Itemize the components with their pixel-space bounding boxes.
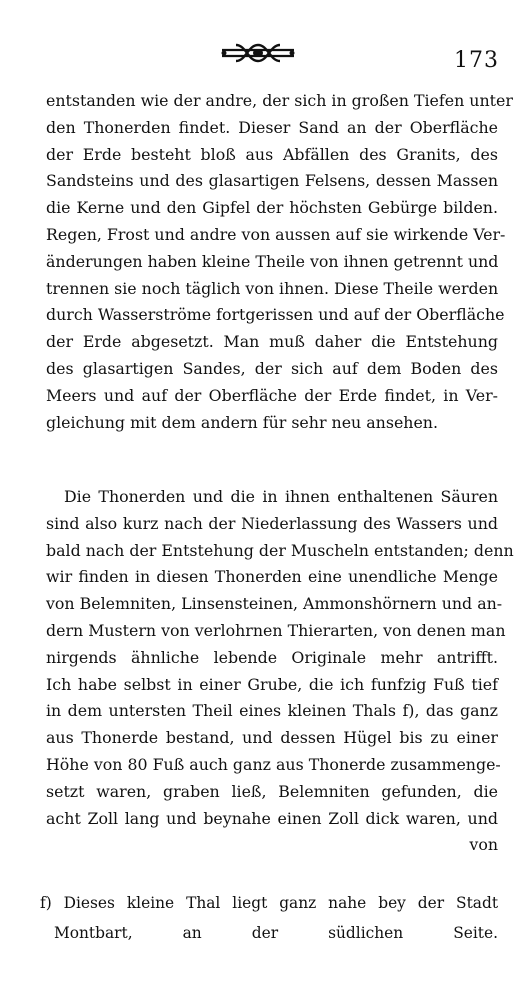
page-header <box>0 38 521 78</box>
text-line: Die Thonerden und die in ihnen enthaltenen Säuren <box>64 487 498 506</box>
page-number: 173 <box>454 48 499 73</box>
text-line: Sandsteins und des glasartigen Felsens, dessen Massen <box>46 171 498 191</box>
text-line: setzt waren, graben ließ, Belemniten gefunden, die <box>46 781 498 801</box>
text-line: dern Mustern von verlohrnen Thierarten, von denen man <box>46 620 506 640</box>
text-line: acht Zoll lang und beynahe einen Zoll dick waren, und <box>46 808 498 828</box>
decorative-knot-icon <box>218 42 298 64</box>
text-line: in dem untersten Theil eines kleinen Thals f), das ganz <box>46 701 498 721</box>
footnote-line: f) Dieses kleine Thal liegt ganz nahe bey der Stadt <box>40 894 498 912</box>
footnote-line: Montbart, an der südlichen Seite. <box>54 924 498 942</box>
text-line: Höhe von 80 Fuß auch ganz aus Thonerde zusammenge- <box>46 754 501 774</box>
text-line: entstanden wie der andre, der sich in großen Tiefen unter <box>46 91 513 110</box>
text-line: trennen sie noch täglich von ihnen. Diese Theile werden <box>46 278 499 298</box>
text-line: von Belemniten, Linsensteinen, Ammonshörnern und an- <box>46 594 503 614</box>
text-line: durch Wasserströme fortgerissen und auf der Oberfläche <box>46 305 505 325</box>
text-line: des glasartigen Sandes, der sich auf dem Boden des <box>46 358 498 378</box>
paragraph-2 <box>46 484 514 859</box>
text-line: änderungen haben kleine Theile von ihnen getrennt und <box>46 251 499 271</box>
paragraph-1 <box>46 88 513 436</box>
text-line: aus Thonerde bestand, und dessen Hügel bis zu einer <box>46 728 498 748</box>
text-line: Meers und auf der Oberfläche der Erde findet, in Ver- <box>46 385 498 405</box>
text-line: bald nach der Entstehung der Muscheln entstanden; denn <box>46 540 514 560</box>
text-line: Regen, Frost und andre von aussen auf sie wirkende Ver- <box>46 224 506 244</box>
text-line: nirgends ähnliche lebende Originale mehr antrifft. <box>46 647 498 667</box>
text-line: der Erde besteht bloß aus Abfällen des Granits, des <box>46 144 498 164</box>
catchword: von <box>469 835 498 855</box>
text-line: der Erde abgesetzt. Man muß daher die Entstehung <box>46 332 498 352</box>
text-line: sind also kurz nach der Niederlassung des Wassers und <box>46 513 498 533</box>
text-line: den Thonerden findet. Dieser Sand an der Oberfläche <box>46 117 498 137</box>
text-line: gleichung mit dem andern für sehr neu ansehen. <box>46 412 439 432</box>
text-line: die Kerne und den Gipfel der höchsten Gebürge bilden. <box>46 198 498 218</box>
text-line: Ich habe selbst in einer Grube, die ich funfzig Fuß tief <box>46 674 498 694</box>
text-line: wir finden in diesen Thonerden eine unendliche Menge <box>46 567 498 587</box>
footnote <box>40 888 498 948</box>
